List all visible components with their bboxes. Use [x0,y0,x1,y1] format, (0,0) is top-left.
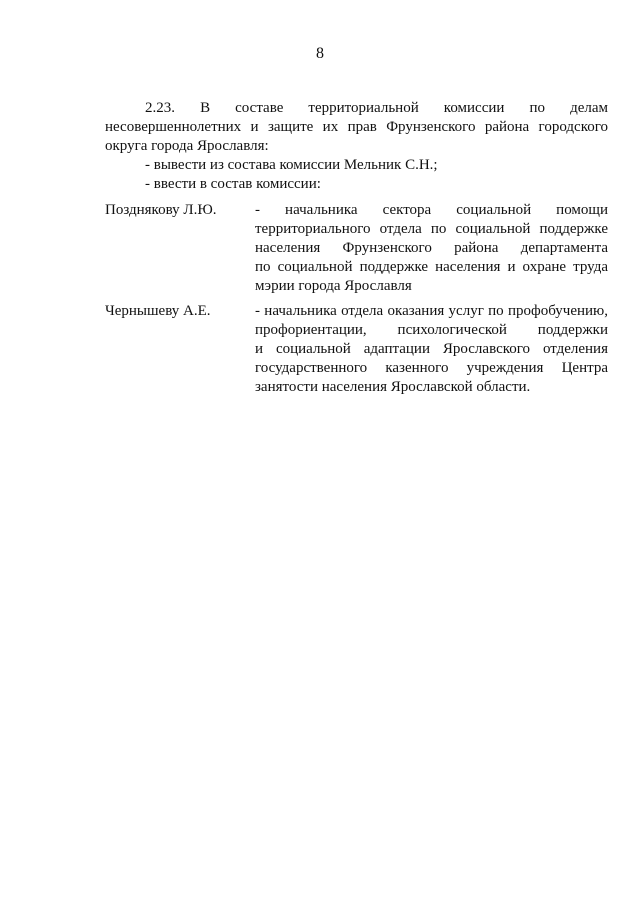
member-name: Чернышеву А.Е. [105,303,211,319]
position-line: территориального отдела по социальной поддержке [255,221,608,237]
page-number: 8 [316,45,324,62]
position-line: населения Фрунзенского района департамента [255,240,608,256]
member-position [255,201,608,296]
amendment-paragraph [105,99,608,194]
member-position [255,302,608,397]
position-line: государственного казенного учреждения Центра [255,360,608,376]
position-line: профориентации, психологической поддержки [255,322,608,338]
position-line: по социальной поддержке населения и охране труда [255,259,608,275]
position-line: и социальной адаптации Ярославского отделения [255,341,608,357]
paragraph-line: 2.23. В составе территориальной комиссии по делам [145,100,608,116]
position-line: - начальника отдела оказания услуг по профобучению, [255,303,608,319]
member-name: Позднякову Л.Ю. [105,202,217,218]
add-members-line: - ввести в состав комиссии: [145,176,321,192]
position-line: - начальника сектора социальной помощи [255,202,608,218]
paragraph-line: округа города Ярославля: [105,138,269,154]
paragraph-line: несовершеннолетних и защите их прав Фрунзенского района городского [105,119,608,135]
position-line: мэрии города Ярославля [255,278,412,294]
remove-member-line: - вывести из состава комиссии Мельник С.Н.; [145,157,438,173]
position-line: занятости населения Ярославской области. [255,379,531,395]
